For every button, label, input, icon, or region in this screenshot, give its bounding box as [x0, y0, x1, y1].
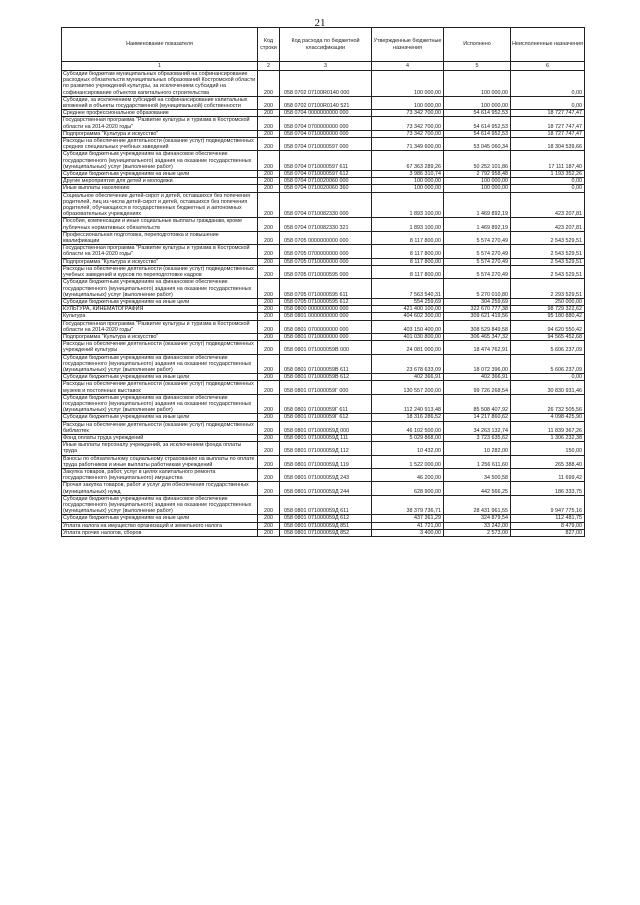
col-number: 3	[280, 62, 372, 71]
row-approved: 401 030 800,00	[372, 333, 444, 340]
table-row	[62, 313, 585, 320]
row-unexecuted: 827,00	[511, 529, 585, 536]
row-name: Субсидии бюджетным учреждениям на иные цели	[62, 515, 258, 522]
row-name: Подпрограмма "Культура и искусство"	[62, 258, 258, 265]
row-name: Расходы на обеспечение деятельности (оказание услуг) подведомственных учебных заведений и курсов по переподготовке кадров	[62, 265, 258, 278]
row-executed: 100 000,00	[444, 178, 511, 185]
row-unexecuted: 94 620 550,42	[511, 320, 585, 333]
row-unexecuted: 11 699,42	[511, 468, 585, 481]
header-code: Код строки	[258, 28, 280, 62]
row-code: 200	[258, 529, 280, 536]
row-classification: 058 0704 0710000597 612	[280, 171, 372, 178]
row-classification: 058 0704 0710020060 000	[280, 178, 372, 185]
row-classification: 058 0801 071000059Д 000	[280, 421, 372, 434]
row-classification: 058 0705 0710000000 000	[280, 258, 372, 265]
row-executed: 322 670 777,38	[444, 306, 511, 313]
row-approved: 112 240 913,48	[372, 394, 444, 414]
row-classification: 058 0704 0700000000 000	[280, 117, 372, 130]
table-row	[62, 151, 585, 171]
row-classification: 058 0801 071000059Д 852	[280, 529, 372, 536]
table-row	[62, 218, 585, 231]
row-name: Подпрограмма "Культура и искусство"	[62, 333, 258, 340]
row-approved: 3 400,00	[372, 529, 444, 536]
row-executed: 100 000,00	[444, 185, 511, 192]
row-code: 200	[258, 110, 280, 117]
row-code: 200	[258, 381, 280, 394]
row-name: Пособия, компенсации и иные социальные выплаты гражданам, кроме публичных нормативных обязательств	[62, 218, 258, 231]
table-row	[62, 414, 585, 421]
row-approved: 73 342 700,00	[372, 117, 444, 130]
row-executed: 54 614 952,53	[444, 130, 511, 137]
row-approved: 404 602 300,00	[372, 313, 444, 320]
row-classification: 058 0704 0710000597 611	[280, 151, 372, 171]
row-name: Государственная программа "Развитие культуры и туризма в Костромской области на 2014-2020 годы"	[62, 117, 258, 130]
row-name: Профессиональная подготовка, переподготовка и повышение квалификации	[62, 231, 258, 244]
row-name: Государственная программа "Развитие культуры и туризма в Костромской области на 2014-2020 годы"	[62, 245, 258, 258]
col-number: 6	[511, 62, 585, 71]
row-unexecuted: 423 207,81	[511, 218, 585, 231]
row-classification: 058 0801 071000059Г 612	[280, 414, 372, 421]
row-executed: 50 252 101,86	[444, 151, 511, 171]
row-classification: 058 0801 071000059Д 244	[280, 482, 372, 495]
row-unexecuted: 186 333,75	[511, 482, 585, 495]
table-row	[62, 333, 585, 340]
row-unexecuted: 112 481,75	[511, 515, 585, 522]
row-executed: 14 217 860,62	[444, 414, 511, 421]
row-name: Взносы по обязательному социальному страхованию на выплаты по оплате труда работников и иные выплаты работникам учреждений	[62, 455, 258, 468]
row-unexecuted: 18 727 747,47	[511, 117, 585, 130]
row-unexecuted: 0,00	[511, 71, 585, 97]
row-code: 200	[258, 138, 280, 151]
row-code: 200	[258, 306, 280, 313]
row-executed: 3 723 635,62	[444, 434, 511, 441]
row-code: 200	[258, 522, 280, 529]
table-row	[62, 117, 585, 130]
row-executed: 99 726 268,54	[444, 381, 511, 394]
row-classification: 058 0801 0710000000 000	[280, 333, 372, 340]
row-approved: 46 102 500,00	[372, 421, 444, 434]
row-approved: 403 150 400,00	[372, 320, 444, 333]
budget-table	[61, 27, 585, 537]
row-code: 200	[258, 374, 280, 381]
row-name: Уплата прочих налогов, сборов	[62, 529, 258, 536]
row-classification: 058 0801 071000059Д 611	[280, 495, 372, 515]
row-name: Субсидии бюджетным учреждениям на финансовое обеспечение государственного (муниципального) задания на оказание государственных (муниципальных) услуг (выполнение работ)	[62, 495, 258, 515]
row-unexecuted: 2 293 529,51	[511, 279, 585, 299]
row-unexecuted: 2 543 529,51	[511, 258, 585, 265]
row-code: 200	[258, 245, 280, 258]
row-unexecuted: 0,00	[511, 185, 585, 192]
row-unexecuted: 265 388,40	[511, 455, 585, 468]
row-executed: 5 574 270,49	[444, 258, 511, 265]
row-unexecuted: 423 207,81	[511, 192, 585, 218]
row-code: 200	[258, 71, 280, 97]
row-code: 200	[258, 279, 280, 299]
row-name: Расходы на обеспечение деятельности (оказание услуг) подведомственных библиотек	[62, 421, 258, 434]
table-row	[62, 110, 585, 117]
row-name: Субсидии бюджетам муниципальных образований на софинансирование расходных обязательств муниципальных образований Костромской области по развитию учреждений культуры, за исключением субсидий на софинансирование объектов капитального строительства	[62, 71, 258, 97]
col-number: 5	[444, 62, 511, 71]
table-row	[62, 354, 585, 374]
row-unexecuted: 17 111 187,40	[511, 151, 585, 171]
table-row	[62, 306, 585, 313]
row-unexecuted: 5 606 237,09	[511, 354, 585, 374]
row-name: Субсидии бюджетным учреждениям на финансовое обеспечение государственного (муниципального) задания на оказание государственных (муниципальных) услуг (выполнение работ)	[62, 354, 258, 374]
row-classification: 058 0800 0000000000 000	[280, 306, 372, 313]
row-name: Государственная программа "Развитие культуры и туризма в Костромской области на 2014-2020 годы"	[62, 320, 258, 333]
row-unexecuted: 2 543 529,51	[511, 265, 585, 278]
row-unexecuted: 2 543 529,51	[511, 231, 585, 244]
row-classification: 058 0801 071000059Д 612	[280, 515, 372, 522]
row-classification: 058 0801 0700000000 000	[280, 320, 372, 333]
table-row	[62, 522, 585, 529]
row-code: 200	[258, 130, 280, 137]
row-code: 200	[258, 178, 280, 185]
row-approved: 8 117 800,00	[372, 231, 444, 244]
row-name: Социальное обеспечение детей-сирот и детей, оставшихся без попечения родителей, лиц из числа детей-сирот и детей, оставшихся без попечения родителей, обучающихся в государственных бюджетных и автономных образовательных учреждениях	[62, 192, 258, 218]
row-unexecuted: 2 543 529,51	[511, 245, 585, 258]
table-row	[62, 442, 585, 455]
row-code: 200	[258, 171, 280, 178]
row-executed: 53 045 060,34	[444, 138, 511, 151]
row-approved: 130 557 200,00	[372, 381, 444, 394]
table-row	[62, 138, 585, 151]
row-classification: 058 0801 071000059Д 112	[280, 442, 372, 455]
page-number: 21	[314, 17, 326, 29]
table-row	[62, 96, 585, 109]
row-classification: 058 0705 0710000595 611	[280, 279, 372, 299]
row-classification: 058 0705 0000000000 000	[280, 231, 372, 244]
row-classification: 058 0705 0710000595 612	[280, 298, 372, 305]
row-executed: 1 256 611,60	[444, 455, 511, 468]
row-approved: 100 000,00	[372, 96, 444, 109]
row-executed: 402 366,91	[444, 374, 511, 381]
row-executed: 5 574 270,49	[444, 245, 511, 258]
table-row	[62, 320, 585, 333]
row-classification: 058 0704 0000000000 000	[280, 110, 372, 117]
row-code: 200	[258, 298, 280, 305]
row-name: Субсидии бюджетным учреждениям на иные цели	[62, 414, 258, 421]
row-approved: 402 366,91	[372, 374, 444, 381]
row-classification: 058 0704 0710020060 360	[280, 185, 372, 192]
row-name: Закупка товаров, работ, услуг в целях капитального ремонта государственного (муниципального) имущества	[62, 468, 258, 481]
row-code: 200	[258, 394, 280, 414]
row-unexecuted: 26 732 505,56	[511, 394, 585, 414]
row-approved: 5 029 868,00	[372, 434, 444, 441]
row-approved: 8 117 800,00	[372, 245, 444, 258]
row-classification: 058 0705 0700000000 000	[280, 245, 372, 258]
row-executed: 442 566,25	[444, 482, 511, 495]
row-code: 200	[258, 421, 280, 434]
row-unexecuted: 95 180 880,42	[511, 313, 585, 320]
row-name: Культура	[62, 313, 258, 320]
table-row	[62, 185, 585, 192]
table-row	[62, 421, 585, 434]
row-executed: 34 263 132,74	[444, 421, 511, 434]
table-row	[62, 341, 585, 354]
table-row	[62, 374, 585, 381]
row-unexecuted: 18 727 747,47	[511, 110, 585, 117]
row-executed: 5 574 270,49	[444, 265, 511, 278]
row-classification: 058 0704 0710082330 000	[280, 192, 372, 218]
table-row	[62, 394, 585, 414]
table-row	[62, 279, 585, 299]
table-row	[62, 245, 585, 258]
row-executed: 5 270 010,80	[444, 279, 511, 299]
row-approved: 24 081 000,00	[372, 341, 444, 354]
table-row	[62, 231, 585, 244]
row-approved: 3 986 310,74	[372, 171, 444, 178]
table-row	[62, 178, 585, 185]
table-row	[62, 515, 585, 522]
row-code: 200	[258, 258, 280, 265]
col-number: 1	[62, 62, 258, 71]
row-code: 200	[258, 185, 280, 192]
table-row	[62, 529, 585, 536]
row-approved: 8 117 800,00	[372, 265, 444, 278]
row-unexecuted: 0,00	[511, 178, 585, 185]
row-classification: 058 0801 071000059В 611	[280, 354, 372, 374]
row-name: Другие мероприятия для детей и молодежи	[62, 178, 258, 185]
row-name: Расходы на обеспечение деятельности (оказание услуг) подведомственных учреждений культуры	[62, 341, 258, 354]
row-unexecuted: 11 839 367,26	[511, 421, 585, 434]
row-classification: 058 0705 0710000595 000	[280, 265, 372, 278]
row-approved: 18 316 286,52	[372, 414, 444, 421]
row-code: 200	[258, 468, 280, 481]
row-name: Расходы на обеспечение деятельности (оказание услуг) подведомственных средних специальных учебных заведений	[62, 138, 258, 151]
row-classification: 058 0704 0710082330 321	[280, 218, 372, 231]
row-executed: 309 621 419,56	[444, 313, 511, 320]
row-code: 200	[258, 455, 280, 468]
row-code: 200	[258, 117, 280, 130]
row-name: Субсидии бюджетным учреждениям на иные цели	[62, 298, 258, 305]
row-classification: 058 0801 071000059Д 243	[280, 468, 372, 481]
row-code: 200	[258, 96, 280, 109]
table-row	[62, 482, 585, 495]
row-classification: 058 0801 071000059Г 000	[280, 381, 372, 394]
row-approved: 73 342 700,00	[372, 110, 444, 117]
row-name: Субсидии, за исключением субсидий на софинансирование капитальных вложений в объекты государственной (муниципальной) собственности	[62, 96, 258, 109]
header-unexecuted: Неисполненные назначения	[511, 28, 585, 62]
row-name: Среднее профессиональное образование	[62, 110, 258, 117]
row-executed: 100 000,00	[444, 96, 511, 109]
row-unexecuted: 1 193 352,26	[511, 171, 585, 178]
header-classification: Код расхода по бюджетной классификации	[280, 28, 372, 62]
row-executed: 34 500,58	[444, 468, 511, 481]
table-body	[62, 71, 585, 537]
row-code: 200	[258, 320, 280, 333]
row-executed: 1 469 892,19	[444, 218, 511, 231]
row-approved: 41 721,00	[372, 522, 444, 529]
table-row	[62, 171, 585, 178]
row-approved: 38 379 736,71	[372, 495, 444, 515]
row-code: 200	[258, 313, 280, 320]
row-code: 200	[258, 341, 280, 354]
row-name: Субсидии бюджетным учреждениям на иные цели	[62, 374, 258, 381]
row-approved: 73 342 700,00	[372, 130, 444, 137]
row-code: 200	[258, 265, 280, 278]
row-unexecuted: 30 830 931,46	[511, 381, 585, 394]
header-approved: Утвержденные бюджетные назначения	[372, 28, 444, 62]
table-row	[62, 130, 585, 137]
row-unexecuted: 98 729 322,62	[511, 306, 585, 313]
row-approved: 67 363 289,26	[372, 151, 444, 171]
table-row	[62, 265, 585, 278]
row-executed: 18 072 396,00	[444, 354, 511, 374]
row-classification: 058 0702 07100R0140 521	[280, 96, 372, 109]
row-executed: 33 242,00	[444, 522, 511, 529]
row-code: 200	[258, 151, 280, 171]
row-classification: 058 0702 07100R0140 000	[280, 71, 372, 97]
row-name: Фонд оплаты труда учреждений	[62, 434, 258, 441]
row-executed: 308 529 849,58	[444, 320, 511, 333]
row-code: 200	[258, 333, 280, 340]
table-row	[62, 298, 585, 305]
row-classification: 058 0801 0000000000 000	[280, 313, 372, 320]
row-name: Субсидии бюджетным учреждениям на финансовое обеспечение государственного (муниципального) задания на оказание государственных (муниципальных) услуг (выполнение работ)	[62, 151, 258, 171]
row-unexecuted: 5 606 237,09	[511, 341, 585, 354]
header-name: Наименование показателя	[62, 28, 258, 62]
row-approved: 71 349 600,00	[372, 138, 444, 151]
row-approved: 100 000,00	[372, 185, 444, 192]
row-approved: 1 522 000,00	[372, 455, 444, 468]
row-code: 200	[258, 192, 280, 218]
row-code: 200	[258, 442, 280, 455]
row-executed: 54 614 952,53	[444, 117, 511, 130]
row-approved: 554 259,69	[372, 298, 444, 305]
row-name: Подпрограмма "Культура и искусство"	[62, 130, 258, 137]
row-unexecuted: 9 947 775,16	[511, 495, 585, 515]
row-approved: 628 900,00	[372, 482, 444, 495]
row-unexecuted: 4 098 425,90	[511, 414, 585, 421]
row-executed: 324 879,54	[444, 515, 511, 522]
row-approved: 1 893 100,00	[372, 192, 444, 218]
row-executed: 306 465 347,32	[444, 333, 511, 340]
row-executed: 5 574 270,49	[444, 231, 511, 244]
table-row	[62, 381, 585, 394]
row-executed: 304 259,69	[444, 298, 511, 305]
row-approved: 7 563 540,31	[372, 279, 444, 299]
row-name: Субсидии бюджетным учреждениям на иные цели	[62, 171, 258, 178]
table-row	[62, 71, 585, 97]
row-approved: 23 678 633,09	[372, 354, 444, 374]
row-executed: 54 614 952,53	[444, 110, 511, 117]
table-row	[62, 192, 585, 218]
row-classification: 058 0801 071000059Г 611	[280, 394, 372, 414]
row-code: 200	[258, 482, 280, 495]
table-row	[62, 434, 585, 441]
table-row	[62, 455, 585, 468]
row-name: Уплата налога на имущество организаций и земельного налога	[62, 522, 258, 529]
row-approved: 421 400 100,00	[372, 306, 444, 313]
row-unexecuted: 1 306 232,38	[511, 434, 585, 441]
row-name: Субсидии бюджетным учреждениям на финансовое обеспечение государственного (муниципального) задания на оказание государственных (муниципальных) услуг (выполнение работ)	[62, 394, 258, 414]
row-approved: 100 000,00	[372, 178, 444, 185]
row-approved: 10 432,00	[372, 442, 444, 455]
row-code: 200	[258, 515, 280, 522]
row-unexecuted: 250 000,00	[511, 298, 585, 305]
row-unexecuted: 0,00	[511, 96, 585, 109]
row-code: 200	[258, 218, 280, 231]
table-row	[62, 468, 585, 481]
row-approved: 100 000,00	[372, 71, 444, 97]
column-number-row	[62, 62, 585, 71]
col-number: 4	[372, 62, 444, 71]
row-name: Иные выплаты населению	[62, 185, 258, 192]
row-executed: 85 508 407,92	[444, 394, 511, 414]
row-classification: 058 0801 071000059Д 851	[280, 522, 372, 529]
header-row	[62, 28, 585, 62]
row-approved: 8 117 800,00	[372, 258, 444, 265]
row-name: КУЛЬТУРА, КИНЕМАТОГРАФИЯ	[62, 306, 258, 313]
row-classification: 058 0704 0710000000 000	[280, 130, 372, 137]
row-name: Расходы на обеспечение деятельности (оказание услуг) подведомственных музеев и постоянных выставок	[62, 381, 258, 394]
row-unexecuted: 0,00	[511, 374, 585, 381]
row-executed: 1 469 892,19	[444, 192, 511, 218]
row-executed: 2 792 958,48	[444, 171, 511, 178]
row-classification: 058 0801 071000059В 000	[280, 341, 372, 354]
row-executed: 18 474 762,91	[444, 341, 511, 354]
row-approved: 46 200,00	[372, 468, 444, 481]
row-code: 200	[258, 434, 280, 441]
row-executed: 2 573,00	[444, 529, 511, 536]
row-classification: 058 0801 071000059Д 119	[280, 455, 372, 468]
row-executed: 10 282,00	[444, 442, 511, 455]
row-unexecuted: 18 727 747,47	[511, 130, 585, 137]
row-code: 200	[258, 354, 280, 374]
row-unexecuted: 18 304 539,66	[511, 138, 585, 151]
row-approved: 437 361,29	[372, 515, 444, 522]
row-name: Субсидии бюджетным учреждениям на финансовое обеспечение государственного (муниципального) задания на оказание государственных (муниципальных) услуг (выполнение работ)	[62, 279, 258, 299]
row-code: 200	[258, 414, 280, 421]
table-row	[62, 495, 585, 515]
row-name: Иные выплаты персоналу учреждений, за исключением фонда оплаты труда	[62, 442, 258, 455]
col-number: 2	[258, 62, 280, 71]
row-classification: 058 0704 0710000597 000	[280, 138, 372, 151]
row-executed: 100 000,00	[444, 71, 511, 97]
row-classification: 058 0801 071000059В 612	[280, 374, 372, 381]
table-row	[62, 258, 585, 265]
row-code: 200	[258, 495, 280, 515]
row-approved: 1 893 100,00	[372, 218, 444, 231]
row-name: Прочая закупка товаров, работ и услуг для обеспечения государственных (муниципальных) нужд	[62, 482, 258, 495]
row-unexecuted: 94 565 452,68	[511, 333, 585, 340]
header-executed: Исполнено	[444, 28, 511, 62]
row-unexecuted: 8 479,00	[511, 522, 585, 529]
row-classification: 058 0801 071000059Д 111	[280, 434, 372, 441]
row-unexecuted: 150,00	[511, 442, 585, 455]
row-executed: 28 431 961,55	[444, 495, 511, 515]
row-code: 200	[258, 231, 280, 244]
